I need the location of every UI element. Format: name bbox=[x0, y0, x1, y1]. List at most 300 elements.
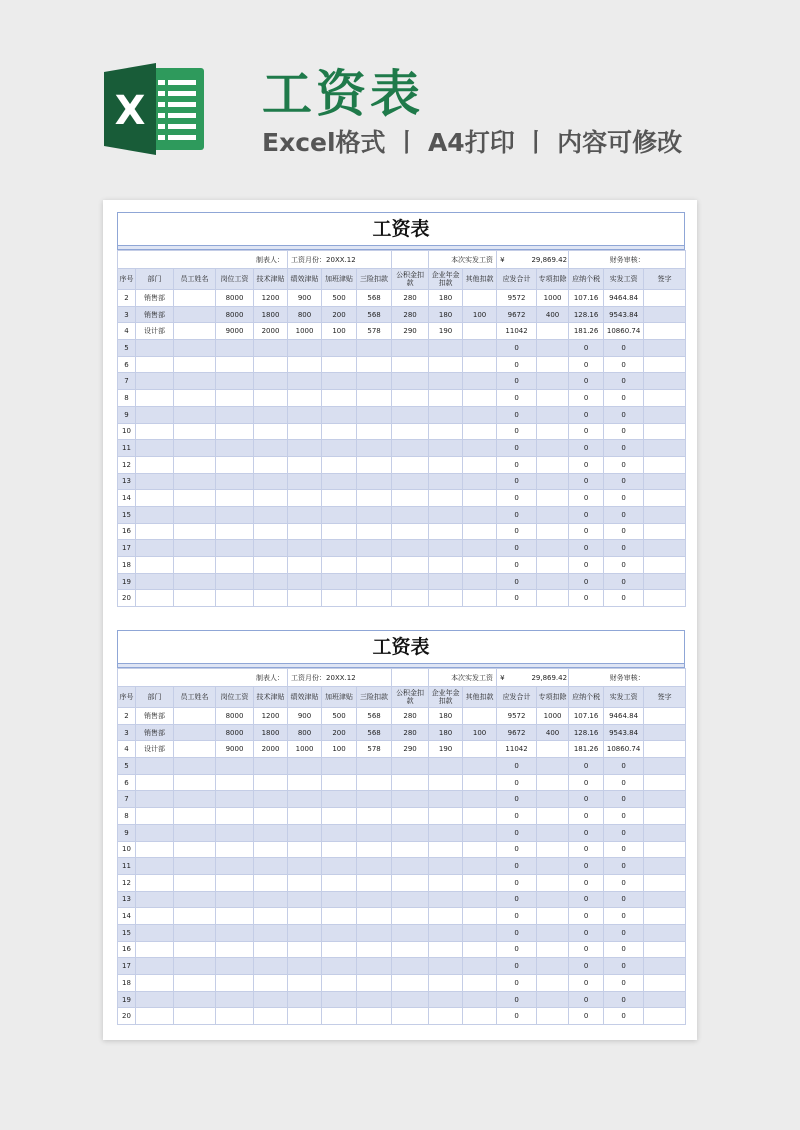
cell-gross-total[interactable]: 0 bbox=[497, 824, 537, 841]
cell-overtime-allowance[interactable] bbox=[322, 590, 357, 607]
cell-base-salary[interactable] bbox=[216, 440, 254, 457]
cell-annuity-deduction[interactable] bbox=[429, 941, 463, 958]
salary-month-cell[interactable]: 工资月份：20XX.12 bbox=[288, 669, 392, 687]
cell-index[interactable]: 19 bbox=[118, 573, 136, 590]
cell-housing-fund-deduction[interactable] bbox=[392, 373, 429, 390]
cell-net-salary[interactable]: 0 bbox=[604, 758, 644, 775]
cell-employee-name[interactable] bbox=[174, 724, 216, 741]
cell-performance-allowance[interactable] bbox=[288, 924, 322, 941]
cell-housing-fund-deduction[interactable] bbox=[392, 340, 429, 357]
cell-base-salary[interactable] bbox=[216, 841, 254, 858]
cell-performance-allowance[interactable] bbox=[288, 958, 322, 975]
cell-housing-fund-deduction[interactable] bbox=[392, 808, 429, 825]
col-income-tax-header[interactable]: 应纳个税 bbox=[569, 687, 604, 708]
cell-income-tax[interactable]: 0 bbox=[569, 473, 604, 490]
cell-index[interactable]: 10 bbox=[118, 841, 136, 858]
cell-department[interactable] bbox=[136, 523, 174, 540]
cell-signature[interactable] bbox=[644, 340, 686, 357]
cell-overtime-allowance[interactable] bbox=[322, 774, 357, 791]
cell-index[interactable]: 6 bbox=[118, 774, 136, 791]
cell-annuity-deduction[interactable] bbox=[429, 774, 463, 791]
cell-special-deduction[interactable] bbox=[537, 523, 569, 540]
cell-insurance-deduction[interactable] bbox=[357, 791, 392, 808]
cell-performance-allowance[interactable] bbox=[288, 356, 322, 373]
cell-performance-allowance[interactable] bbox=[288, 858, 322, 875]
cell-special-deduction[interactable] bbox=[537, 490, 569, 507]
cell-employee-name[interactable] bbox=[174, 390, 216, 407]
cell-base-salary[interactable]: 9000 bbox=[216, 741, 254, 758]
cell-performance-allowance[interactable] bbox=[288, 456, 322, 473]
cell-net-salary[interactable]: 10860.74 bbox=[604, 741, 644, 758]
cell-overtime-allowance[interactable] bbox=[322, 991, 357, 1008]
col-index-header[interactable]: 序号 bbox=[118, 269, 136, 290]
cell-overtime-allowance[interactable] bbox=[322, 891, 357, 908]
cell-tech-allowance[interactable] bbox=[254, 758, 288, 775]
cell-signature[interactable] bbox=[644, 1008, 686, 1025]
cell-net-salary[interactable]: 9543.84 bbox=[604, 724, 644, 741]
cell-index[interactable]: 18 bbox=[118, 557, 136, 574]
cell-income-tax[interactable]: 0 bbox=[569, 808, 604, 825]
cell-index[interactable]: 17 bbox=[118, 958, 136, 975]
cell-housing-fund-deduction[interactable] bbox=[392, 1008, 429, 1025]
cell-annuity-deduction[interactable] bbox=[429, 573, 463, 590]
col-index-header[interactable]: 序号 bbox=[118, 687, 136, 708]
cell-other-deduction[interactable] bbox=[463, 1008, 497, 1025]
cell-insurance-deduction[interactable] bbox=[357, 473, 392, 490]
cell-base-salary[interactable]: 9000 bbox=[216, 323, 254, 340]
cell-index[interactable]: 9 bbox=[118, 406, 136, 423]
cell-performance-allowance[interactable] bbox=[288, 440, 322, 457]
cell-other-deduction[interactable]: 100 bbox=[463, 724, 497, 741]
cell-employee-name[interactable] bbox=[174, 523, 216, 540]
cell-insurance-deduction[interactable] bbox=[357, 824, 392, 841]
cell-income-tax[interactable]: 0 bbox=[569, 557, 604, 574]
cell-overtime-allowance[interactable] bbox=[322, 958, 357, 975]
cell-department[interactable] bbox=[136, 540, 174, 557]
cell-employee-name[interactable] bbox=[174, 841, 216, 858]
cell-housing-fund-deduction[interactable] bbox=[392, 573, 429, 590]
cell-signature[interactable] bbox=[644, 774, 686, 791]
cell-income-tax[interactable]: 0 bbox=[569, 506, 604, 523]
cell-income-tax[interactable]: 0 bbox=[569, 891, 604, 908]
cell-special-deduction[interactable] bbox=[537, 858, 569, 875]
cell-base-salary[interactable] bbox=[216, 958, 254, 975]
cell-overtime-allowance[interactable] bbox=[322, 941, 357, 958]
cell-department[interactable] bbox=[136, 373, 174, 390]
cell-department[interactable]: 销售部 bbox=[136, 708, 174, 725]
cell-annuity-deduction[interactable] bbox=[429, 390, 463, 407]
cell-signature[interactable] bbox=[644, 323, 686, 340]
cell-special-deduction[interactable] bbox=[537, 323, 569, 340]
cell-gross-total[interactable]: 0 bbox=[497, 841, 537, 858]
cell-signature[interactable] bbox=[644, 523, 686, 540]
cell-department[interactable] bbox=[136, 991, 174, 1008]
col-base-salary-header[interactable]: 岗位工资 bbox=[216, 269, 254, 290]
cell-signature[interactable] bbox=[644, 791, 686, 808]
cell-annuity-deduction[interactable] bbox=[429, 406, 463, 423]
cell-tech-allowance[interactable] bbox=[254, 774, 288, 791]
cell-net-salary[interactable]: 0 bbox=[604, 924, 644, 941]
cell-overtime-allowance[interactable] bbox=[322, 456, 357, 473]
cell-gross-total[interactable]: 0 bbox=[497, 774, 537, 791]
cell-signature[interactable] bbox=[644, 874, 686, 891]
info-empty-cell[interactable] bbox=[392, 251, 429, 269]
cell-base-salary[interactable] bbox=[216, 523, 254, 540]
cell-base-salary[interactable] bbox=[216, 356, 254, 373]
cell-tech-allowance[interactable] bbox=[254, 841, 288, 858]
cell-base-salary[interactable] bbox=[216, 758, 254, 775]
cell-performance-allowance[interactable] bbox=[288, 473, 322, 490]
cell-gross-total[interactable]: 0 bbox=[497, 356, 537, 373]
cell-employee-name[interactable] bbox=[174, 340, 216, 357]
cell-net-salary[interactable]: 0 bbox=[604, 975, 644, 992]
cell-performance-allowance[interactable] bbox=[288, 490, 322, 507]
cell-other-deduction[interactable] bbox=[463, 758, 497, 775]
cell-employee-name[interactable] bbox=[174, 373, 216, 390]
cell-department[interactable] bbox=[136, 590, 174, 607]
cell-signature[interactable] bbox=[644, 390, 686, 407]
cell-index[interactable]: 20 bbox=[118, 1008, 136, 1025]
cell-tech-allowance[interactable] bbox=[254, 590, 288, 607]
cell-overtime-allowance[interactable] bbox=[322, 841, 357, 858]
cell-performance-allowance[interactable] bbox=[288, 1008, 322, 1025]
cell-income-tax[interactable]: 0 bbox=[569, 540, 604, 557]
cell-tech-allowance[interactable] bbox=[254, 473, 288, 490]
col-insurance-deduction-header[interactable]: 三险扣款 bbox=[357, 687, 392, 708]
cell-insurance-deduction[interactable] bbox=[357, 523, 392, 540]
cell-index[interactable]: 14 bbox=[118, 490, 136, 507]
cell-employee-name[interactable] bbox=[174, 941, 216, 958]
cell-gross-total[interactable]: 0 bbox=[497, 891, 537, 908]
cell-department[interactable] bbox=[136, 440, 174, 457]
cell-gross-total[interactable]: 0 bbox=[497, 808, 537, 825]
cell-special-deduction[interactable] bbox=[537, 941, 569, 958]
cell-income-tax[interactable]: 0 bbox=[569, 340, 604, 357]
cell-housing-fund-deduction[interactable] bbox=[392, 758, 429, 775]
cell-special-deduction[interactable] bbox=[537, 390, 569, 407]
cell-index[interactable]: 13 bbox=[118, 891, 136, 908]
cell-signature[interactable] bbox=[644, 758, 686, 775]
cell-net-salary[interactable]: 0 bbox=[604, 824, 644, 841]
cell-overtime-allowance[interactable]: 200 bbox=[322, 724, 357, 741]
cell-insurance-deduction[interactable] bbox=[357, 841, 392, 858]
cell-index[interactable]: 6 bbox=[118, 356, 136, 373]
cell-signature[interactable] bbox=[644, 557, 686, 574]
cell-housing-fund-deduction[interactable] bbox=[392, 841, 429, 858]
cell-insurance-deduction[interactable] bbox=[357, 858, 392, 875]
cell-annuity-deduction[interactable] bbox=[429, 473, 463, 490]
cell-net-salary[interactable]: 9464.84 bbox=[604, 708, 644, 725]
cell-base-salary[interactable] bbox=[216, 1008, 254, 1025]
total-value-cell[interactable] bbox=[497, 669, 569, 687]
col-special-deduction-header[interactable]: 专项扣除 bbox=[537, 269, 569, 290]
cell-employee-name[interactable] bbox=[174, 290, 216, 307]
finance-review-cell[interactable]: 财务审核： bbox=[569, 669, 686, 687]
cell-tech-allowance[interactable] bbox=[254, 808, 288, 825]
cell-insurance-deduction[interactable] bbox=[357, 373, 392, 390]
cell-special-deduction[interactable] bbox=[537, 356, 569, 373]
cell-tech-allowance[interactable] bbox=[254, 440, 288, 457]
cell-department[interactable] bbox=[136, 891, 174, 908]
cell-signature[interactable] bbox=[644, 423, 686, 440]
cell-signature[interactable] bbox=[644, 708, 686, 725]
cell-department[interactable] bbox=[136, 958, 174, 975]
sheet-title[interactable]: 工资表 bbox=[117, 212, 685, 246]
cell-gross-total[interactable]: 11042 bbox=[497, 741, 537, 758]
cell-overtime-allowance[interactable] bbox=[322, 490, 357, 507]
cell-other-deduction[interactable] bbox=[463, 340, 497, 357]
cell-signature[interactable] bbox=[644, 290, 686, 307]
cell-base-salary[interactable] bbox=[216, 573, 254, 590]
cell-income-tax[interactable]: 0 bbox=[569, 774, 604, 791]
cell-overtime-allowance[interactable] bbox=[322, 858, 357, 875]
cell-housing-fund-deduction[interactable] bbox=[392, 473, 429, 490]
cell-employee-name[interactable] bbox=[174, 440, 216, 457]
cell-tech-allowance[interactable] bbox=[254, 941, 288, 958]
cell-department[interactable] bbox=[136, 573, 174, 590]
cell-performance-allowance[interactable] bbox=[288, 373, 322, 390]
cell-annuity-deduction[interactable] bbox=[429, 758, 463, 775]
cell-special-deduction[interactable] bbox=[537, 456, 569, 473]
cell-tech-allowance[interactable]: 2000 bbox=[254, 741, 288, 758]
cell-net-salary[interactable]: 0 bbox=[604, 557, 644, 574]
cell-income-tax[interactable]: 0 bbox=[569, 590, 604, 607]
cell-other-deduction[interactable] bbox=[463, 573, 497, 590]
cell-annuity-deduction[interactable] bbox=[429, 456, 463, 473]
cell-income-tax[interactable]: 0 bbox=[569, 975, 604, 992]
cell-performance-allowance[interactable] bbox=[288, 991, 322, 1008]
cell-employee-name[interactable] bbox=[174, 506, 216, 523]
cell-base-salary[interactable] bbox=[216, 908, 254, 925]
col-employee-name-header[interactable]: 员工姓名 bbox=[174, 269, 216, 290]
cell-department[interactable] bbox=[136, 340, 174, 357]
cell-gross-total[interactable]: 0 bbox=[497, 590, 537, 607]
cell-employee-name[interactable] bbox=[174, 590, 216, 607]
col-base-salary-header[interactable]: 岗位工资 bbox=[216, 687, 254, 708]
cell-tech-allowance[interactable] bbox=[254, 340, 288, 357]
cell-employee-name[interactable] bbox=[174, 858, 216, 875]
col-gross-total-header[interactable]: 应发合计 bbox=[497, 687, 537, 708]
cell-department[interactable] bbox=[136, 774, 174, 791]
cell-department[interactable] bbox=[136, 356, 174, 373]
cell-other-deduction[interactable] bbox=[463, 858, 497, 875]
cell-income-tax[interactable]: 0 bbox=[569, 406, 604, 423]
cell-net-salary[interactable]: 0 bbox=[604, 490, 644, 507]
total-value-cell[interactable] bbox=[497, 251, 569, 269]
cell-annuity-deduction[interactable] bbox=[429, 874, 463, 891]
cell-special-deduction[interactable] bbox=[537, 373, 569, 390]
cell-overtime-allowance[interactable] bbox=[322, 423, 357, 440]
cell-overtime-allowance[interactable] bbox=[322, 540, 357, 557]
cell-insurance-deduction[interactable] bbox=[357, 1008, 392, 1025]
cell-performance-allowance[interactable] bbox=[288, 758, 322, 775]
cell-gross-total[interactable]: 0 bbox=[497, 473, 537, 490]
cell-gross-total[interactable]: 0 bbox=[497, 390, 537, 407]
cell-department[interactable]: 销售部 bbox=[136, 724, 174, 741]
cell-employee-name[interactable] bbox=[174, 808, 216, 825]
cell-tech-allowance[interactable] bbox=[254, 908, 288, 925]
cell-signature[interactable] bbox=[644, 356, 686, 373]
cell-employee-name[interactable] bbox=[174, 774, 216, 791]
cell-annuity-deduction[interactable] bbox=[429, 440, 463, 457]
cell-other-deduction[interactable] bbox=[463, 390, 497, 407]
cell-overtime-allowance[interactable] bbox=[322, 373, 357, 390]
cell-housing-fund-deduction[interactable]: 290 bbox=[392, 741, 429, 758]
cell-index[interactable]: 8 bbox=[118, 808, 136, 825]
cell-index[interactable]: 5 bbox=[118, 340, 136, 357]
cell-signature[interactable] bbox=[644, 406, 686, 423]
cell-index[interactable]: 18 bbox=[118, 975, 136, 992]
cell-special-deduction[interactable] bbox=[537, 958, 569, 975]
cell-gross-total[interactable]: 0 bbox=[497, 557, 537, 574]
cell-gross-total[interactable]: 0 bbox=[497, 924, 537, 941]
cell-base-salary[interactable]: 8000 bbox=[216, 724, 254, 741]
cell-annuity-deduction[interactable]: 180 bbox=[429, 724, 463, 741]
cell-net-salary[interactable]: 0 bbox=[604, 808, 644, 825]
cell-insurance-deduction[interactable] bbox=[357, 891, 392, 908]
cell-overtime-allowance[interactable] bbox=[322, 340, 357, 357]
cell-insurance-deduction[interactable] bbox=[357, 573, 392, 590]
cell-performance-allowance[interactable] bbox=[288, 774, 322, 791]
cell-department[interactable] bbox=[136, 390, 174, 407]
cell-employee-name[interactable] bbox=[174, 991, 216, 1008]
cell-housing-fund-deduction[interactable] bbox=[392, 406, 429, 423]
cell-performance-allowance[interactable] bbox=[288, 975, 322, 992]
col-tech-allowance-header[interactable]: 技术津贴 bbox=[254, 269, 288, 290]
cell-annuity-deduction[interactable] bbox=[429, 423, 463, 440]
cell-index[interactable]: 2 bbox=[118, 708, 136, 725]
cell-employee-name[interactable] bbox=[174, 908, 216, 925]
cell-employee-name[interactable] bbox=[174, 406, 216, 423]
cell-special-deduction[interactable] bbox=[537, 540, 569, 557]
cell-gross-total[interactable]: 0 bbox=[497, 406, 537, 423]
col-housing-fund-deduction-header[interactable]: 公积金扣款 bbox=[392, 687, 429, 708]
total-label-cell[interactable]: 本次实发工资 bbox=[429, 251, 497, 269]
cell-base-salary[interactable] bbox=[216, 791, 254, 808]
cell-department[interactable] bbox=[136, 791, 174, 808]
cell-performance-allowance[interactable] bbox=[288, 791, 322, 808]
cell-index[interactable]: 20 bbox=[118, 590, 136, 607]
cell-other-deduction[interactable] bbox=[463, 356, 497, 373]
cell-gross-total[interactable]: 0 bbox=[497, 758, 537, 775]
cell-index[interactable]: 2 bbox=[118, 290, 136, 307]
cell-insurance-deduction[interactable] bbox=[357, 506, 392, 523]
cell-housing-fund-deduction[interactable] bbox=[392, 824, 429, 841]
cell-performance-allowance[interactable] bbox=[288, 824, 322, 841]
cell-net-salary[interactable]: 0 bbox=[604, 406, 644, 423]
cell-gross-total[interactable]: 0 bbox=[497, 958, 537, 975]
cell-housing-fund-deduction[interactable] bbox=[392, 440, 429, 457]
cell-income-tax[interactable]: 0 bbox=[569, 523, 604, 540]
cell-index[interactable]: 15 bbox=[118, 924, 136, 941]
cell-other-deduction[interactable] bbox=[463, 473, 497, 490]
cell-insurance-deduction[interactable] bbox=[357, 774, 392, 791]
cell-housing-fund-deduction[interactable] bbox=[392, 390, 429, 407]
cell-housing-fund-deduction[interactable] bbox=[392, 975, 429, 992]
cell-net-salary[interactable]: 0 bbox=[604, 858, 644, 875]
cell-department[interactable] bbox=[136, 824, 174, 841]
cell-department[interactable] bbox=[136, 924, 174, 941]
cell-performance-allowance[interactable]: 1000 bbox=[288, 741, 322, 758]
cell-employee-name[interactable] bbox=[174, 1008, 216, 1025]
cell-income-tax[interactable]: 0 bbox=[569, 991, 604, 1008]
cell-base-salary[interactable]: 8000 bbox=[216, 306, 254, 323]
cell-overtime-allowance[interactable] bbox=[322, 924, 357, 941]
cell-housing-fund-deduction[interactable] bbox=[392, 774, 429, 791]
cell-signature[interactable] bbox=[644, 456, 686, 473]
cell-insurance-deduction[interactable] bbox=[357, 590, 392, 607]
cell-overtime-allowance[interactable] bbox=[322, 758, 357, 775]
cell-overtime-allowance[interactable] bbox=[322, 557, 357, 574]
cell-insurance-deduction[interactable] bbox=[357, 975, 392, 992]
col-performance-allowance-header[interactable]: 绩效津贴 bbox=[288, 687, 322, 708]
cell-overtime-allowance[interactable] bbox=[322, 406, 357, 423]
cell-other-deduction[interactable] bbox=[463, 590, 497, 607]
cell-department[interactable]: 销售部 bbox=[136, 306, 174, 323]
cell-department[interactable] bbox=[136, 506, 174, 523]
cell-gross-total[interactable]: 0 bbox=[497, 975, 537, 992]
cell-overtime-allowance[interactable] bbox=[322, 356, 357, 373]
cell-performance-allowance[interactable] bbox=[288, 590, 322, 607]
col-gross-total-header[interactable]: 应发合计 bbox=[497, 269, 537, 290]
cell-base-salary[interactable] bbox=[216, 473, 254, 490]
cell-insurance-deduction[interactable] bbox=[357, 340, 392, 357]
cell-gross-total[interactable]: 0 bbox=[497, 991, 537, 1008]
cell-tech-allowance[interactable] bbox=[254, 356, 288, 373]
cell-performance-allowance[interactable] bbox=[288, 406, 322, 423]
cell-annuity-deduction[interactable] bbox=[429, 924, 463, 941]
cell-net-salary[interactable]: 0 bbox=[604, 440, 644, 457]
cell-tech-allowance[interactable] bbox=[254, 874, 288, 891]
cell-overtime-allowance[interactable] bbox=[322, 506, 357, 523]
cell-special-deduction[interactable] bbox=[537, 991, 569, 1008]
cell-signature[interactable] bbox=[644, 473, 686, 490]
cell-employee-name[interactable] bbox=[174, 758, 216, 775]
col-annuity-deduction-header[interactable]: 企业年金扣款 bbox=[429, 269, 463, 290]
cell-net-salary[interactable]: 0 bbox=[604, 540, 644, 557]
cell-base-salary[interactable] bbox=[216, 824, 254, 841]
cell-other-deduction[interactable] bbox=[463, 991, 497, 1008]
cell-other-deduction[interactable] bbox=[463, 456, 497, 473]
cell-net-salary[interactable]: 0 bbox=[604, 908, 644, 925]
cell-tech-allowance[interactable]: 1200 bbox=[254, 708, 288, 725]
cell-overtime-allowance[interactable] bbox=[322, 791, 357, 808]
cell-employee-name[interactable] bbox=[174, 874, 216, 891]
cell-other-deduction[interactable] bbox=[463, 423, 497, 440]
cell-income-tax[interactable]: 128.16 bbox=[569, 306, 604, 323]
cell-tech-allowance[interactable] bbox=[254, 390, 288, 407]
col-housing-fund-deduction-header[interactable]: 公积金扣款 bbox=[392, 269, 429, 290]
cell-special-deduction[interactable] bbox=[537, 506, 569, 523]
cell-housing-fund-deduction[interactable]: 280 bbox=[392, 306, 429, 323]
cell-index[interactable]: 11 bbox=[118, 440, 136, 457]
cell-other-deduction[interactable] bbox=[463, 874, 497, 891]
cell-tech-allowance[interactable] bbox=[254, 791, 288, 808]
cell-insurance-deduction[interactable] bbox=[357, 991, 392, 1008]
cell-insurance-deduction[interactable] bbox=[357, 924, 392, 941]
cell-gross-total[interactable]: 0 bbox=[497, 573, 537, 590]
cell-employee-name[interactable] bbox=[174, 473, 216, 490]
cell-housing-fund-deduction[interactable] bbox=[392, 423, 429, 440]
cell-gross-total[interactable]: 0 bbox=[497, 423, 537, 440]
cell-other-deduction[interactable] bbox=[463, 824, 497, 841]
cell-department[interactable]: 销售部 bbox=[136, 290, 174, 307]
cell-other-deduction[interactable] bbox=[463, 557, 497, 574]
cell-department[interactable] bbox=[136, 473, 174, 490]
cell-employee-name[interactable] bbox=[174, 490, 216, 507]
cell-signature[interactable] bbox=[644, 440, 686, 457]
cell-base-salary[interactable] bbox=[216, 891, 254, 908]
